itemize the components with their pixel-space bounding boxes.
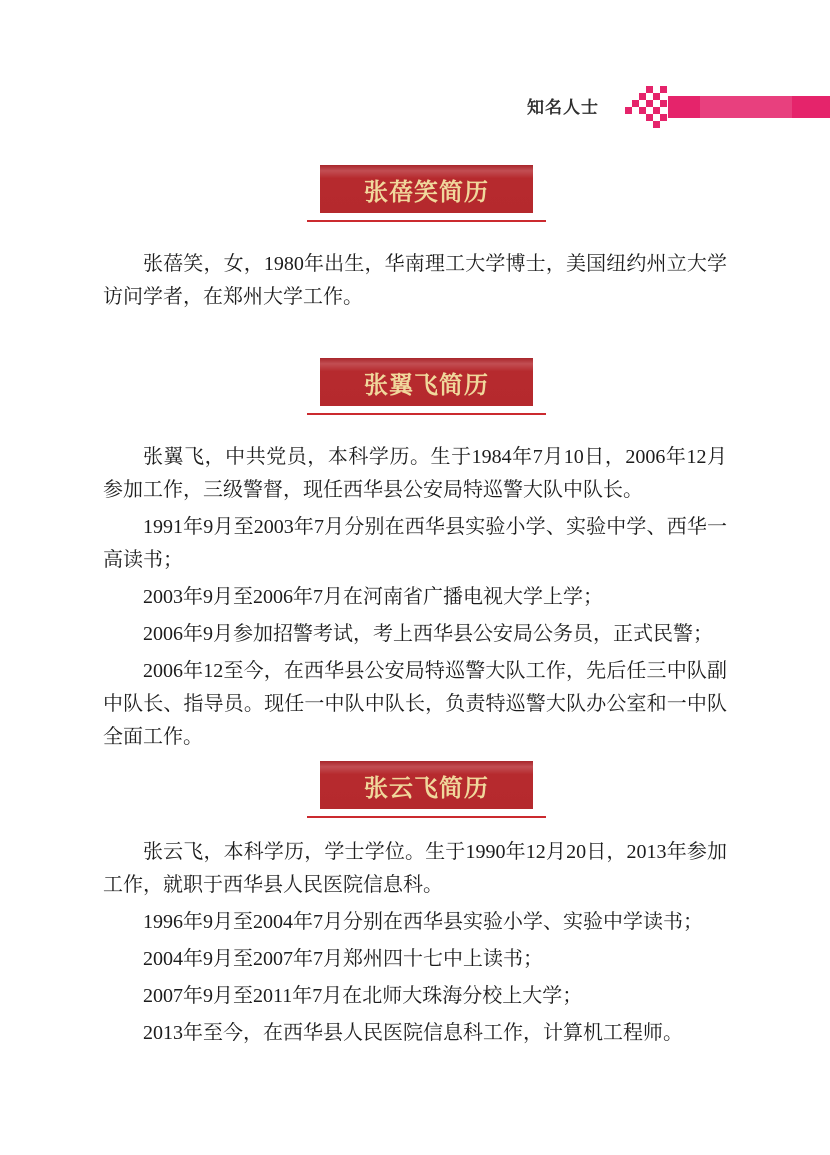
bio-paragraph: 张翼飞，中共党员，本科学历。生于1984年7月10日，2006年12月参加工作，三级警督，现任西华县公安局特巡警大队中队长。 — [103, 446, 727, 501]
section-header-label: 知名人士 — [527, 98, 599, 117]
section-paragraphs — [103, 441, 727, 754]
section-title: 张蓓笑简历 — [364, 178, 489, 206]
section-banner-plate — [320, 165, 533, 213]
bio-paragraph: 1996年9月至2004年7月分别在西华县实验小学、实验中学读书； — [143, 911, 703, 933]
section-banner-underline — [307, 816, 546, 818]
bio-section — [103, 165, 727, 314]
section-paragraphs — [103, 836, 727, 1050]
bio-paragraph: 1991年9月至2003年7月分别在西华县实验小学、实验中学、西华一高读书； — [103, 516, 727, 571]
section-banner-plate — [320, 761, 533, 809]
bio-paragraph: 张蓓笑，女，1980年出生，华南理工大学博士，美国纽约州立大学访问学者，在郑州大学工作。 — [103, 253, 727, 308]
section-title: 张云飞简历 — [364, 774, 489, 802]
section-banner-plate — [320, 358, 533, 406]
bio-paragraph: 2006年12至今，在西华县公安局特巡警大队工作，先后任三中队副中队长、指导员。现任一中队中队长，负责特巡警大队办公室和一中队全面工作。 — [103, 660, 727, 748]
bio-paragraph: 2003年9月至2006年7月在河南省广播电视大学上学； — [143, 586, 603, 608]
bio-paragraph: 2004年9月至2007年7月郑州四十七中上读书； — [143, 948, 543, 970]
bio-section — [103, 358, 727, 754]
section-banner-underline — [307, 220, 546, 222]
bio-paragraph: 2007年9月至2011年7月在北师大珠海分校上大学； — [143, 985, 583, 1007]
section-banner-underline — [307, 413, 546, 415]
section-title: 张翼飞简历 — [364, 371, 489, 399]
bio-paragraph: 2006年9月参加招警考试，考上西华县公安局公务员，正式民警； — [143, 623, 713, 645]
section-paragraphs — [103, 248, 727, 314]
bio-paragraph: 2013年至今，在西华县人民医院信息科工作，计算机工程师。 — [143, 1022, 683, 1044]
bio-section — [103, 761, 727, 1050]
bio-paragraph: 张云飞，本科学历，学士学位。生于1990年12月20日，2013年参加工作，就职于西华县人民医院信息科。 — [103, 841, 727, 896]
